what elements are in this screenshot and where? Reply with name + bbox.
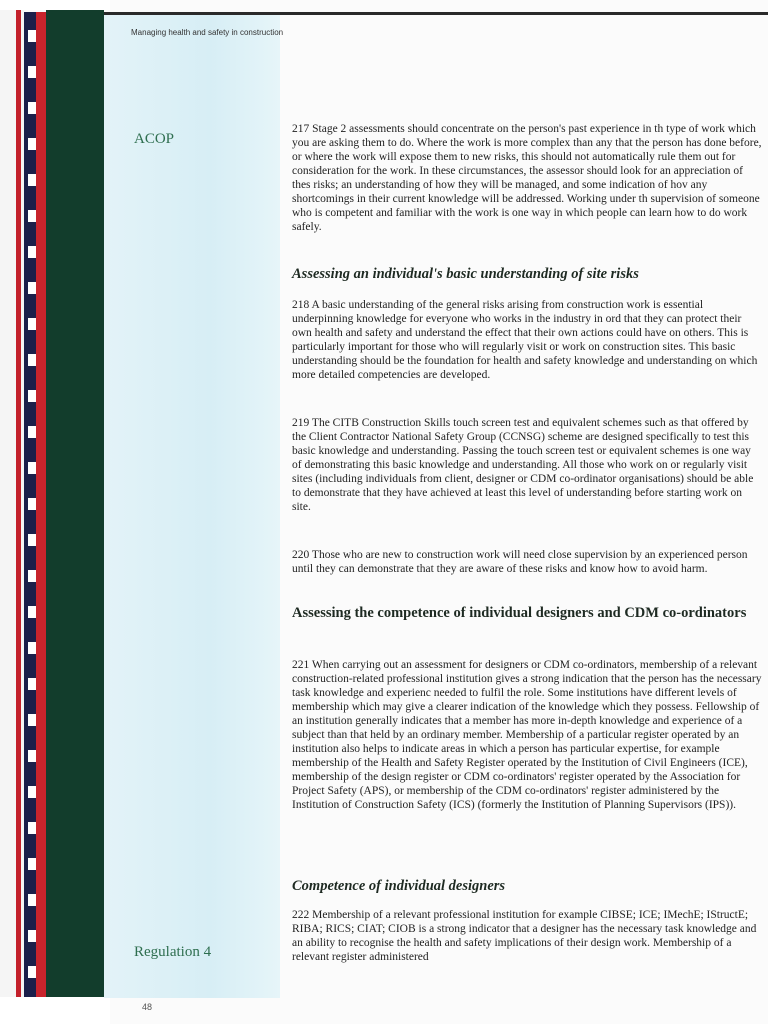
heading-site-risks: Assessing an individual's basic understanding of site risks (292, 266, 639, 282)
paragraph-218 (292, 298, 762, 382)
paragraph-219-text: 219 The CITB Construction Skills touch screen test and equivalent schemes such as that offered by the Client Contractor National Safety Group (CCNSG) scheme are designed specifically to test this basic knowledge and understanding. Passing the touch screen test or equivalent schemes is one way of demonstrating this basic knowledge and understanding. All those who work on or regularly visit sites (including individuals from client, designer or CDM co-ordinator organisations) should be able to demonstrate that they have achieved at least this level of understanding before starting work on site. (292, 417, 754, 513)
binding-holes (28, 30, 36, 990)
paragraph-219 (292, 416, 762, 514)
paragraph-217-text: 217 Stage 2 assessments should concentrate on the person's past experience in th type of work which you are asking them to do. Where the work is more complex than any that the person has done before, or where the work will expose them to new risks, this should not automatically rule them out for consideration for the work. In these circumstances, the assessor should look for an appreciation of thes risks; an understanding of how they will be managed, and some indication of hov any shortcomings in their current knowledge will be addressed. Working under th supervision of someone who is competent and familiar with the work is one way in which people can learn how to do work safely. (292, 123, 762, 233)
top-rule (104, 12, 768, 15)
paragraph-222 (292, 908, 762, 964)
heading-individual-designers: Competence of individual designers (292, 878, 506, 894)
binding-top-edge (0, 0, 110, 10)
binding-red-line (16, 10, 21, 1000)
paragraph-220-text: 220 Those who are new to construction work will need close supervision by an experienced person until they can demonstrate that they are aware of these risks and know how to avoid harm. (292, 549, 748, 575)
binding-red-band (36, 12, 46, 997)
regulation-label: Regulation 4 (134, 944, 212, 960)
paragraph-222-text: 222 Membership of a relevant professional institution for example CIBSE; ICE; IMechE; IStructE; RIBA; RICS; CIAT; CIOB is a strong indicator that a designer has the necessary task knowledge and an ability to recognise the health and safety implications of their design work. Membership of a relevant register administered (292, 909, 757, 963)
heading-designers: Assessing the competence of individual designers and CDM co-ordinators (292, 605, 747, 621)
paragraph-220 (292, 548, 762, 576)
acop-label: ACOP (134, 131, 175, 147)
binding-bottom-edge (0, 997, 110, 1024)
paragraph-221 (292, 658, 762, 812)
section-heading-individual (292, 878, 762, 895)
paragraph-217 (292, 122, 762, 234)
section-heading-designers (292, 604, 762, 622)
margin-column (104, 14, 280, 998)
binding-green-band (46, 10, 104, 1000)
running-head: Managing health and safety in construction (131, 28, 284, 37)
section-heading-site-risks (292, 266, 762, 283)
page-number: 48 (142, 1002, 153, 1012)
paragraph-218-text: 218 A basic understanding of the general risks arising from construction work is essential underpinning knowledge for everyone who works in the industry in ord that they can protect their own health and safety and understand the effect that their own actions could have on others. This is particularly important for those who will regularly visit or work on construction sites. This basic understanding should be the foundation for health and safety knowledge and understanding on which more detailed competencies are developed. (292, 299, 758, 381)
paragraph-221-text: 221 When carrying out an assessment for designers or CDM co-ordinators, membership of a relevant construction-related professional institution gives a strong indication that the person has the necessary task knowledge and experienc needed to fulfil the role. Some institutions have different levels of membership which may give a clearer indication of the knowledge which they possess. Fellowship of an institution generally indicates that a member has more in-depth knowledge and experience of a subject than that held by an ordinary member. Membership of a particular register operated by an institution also helps to indicate areas in which a person has particular expertise, for example membership of the Health and Safety Register operated by the Institution of Civil Engineers (ICE), membership of the design register or CDM co-ordinators' register operated by the Association for Project Safety (APS), or membership of the CDM co-ordinators' register administered by the Institution of Construction Safety (ICS) (formerly the Institution of Planning Supervisors (IPS)). (292, 659, 762, 811)
binding-strip (0, 0, 110, 1024)
